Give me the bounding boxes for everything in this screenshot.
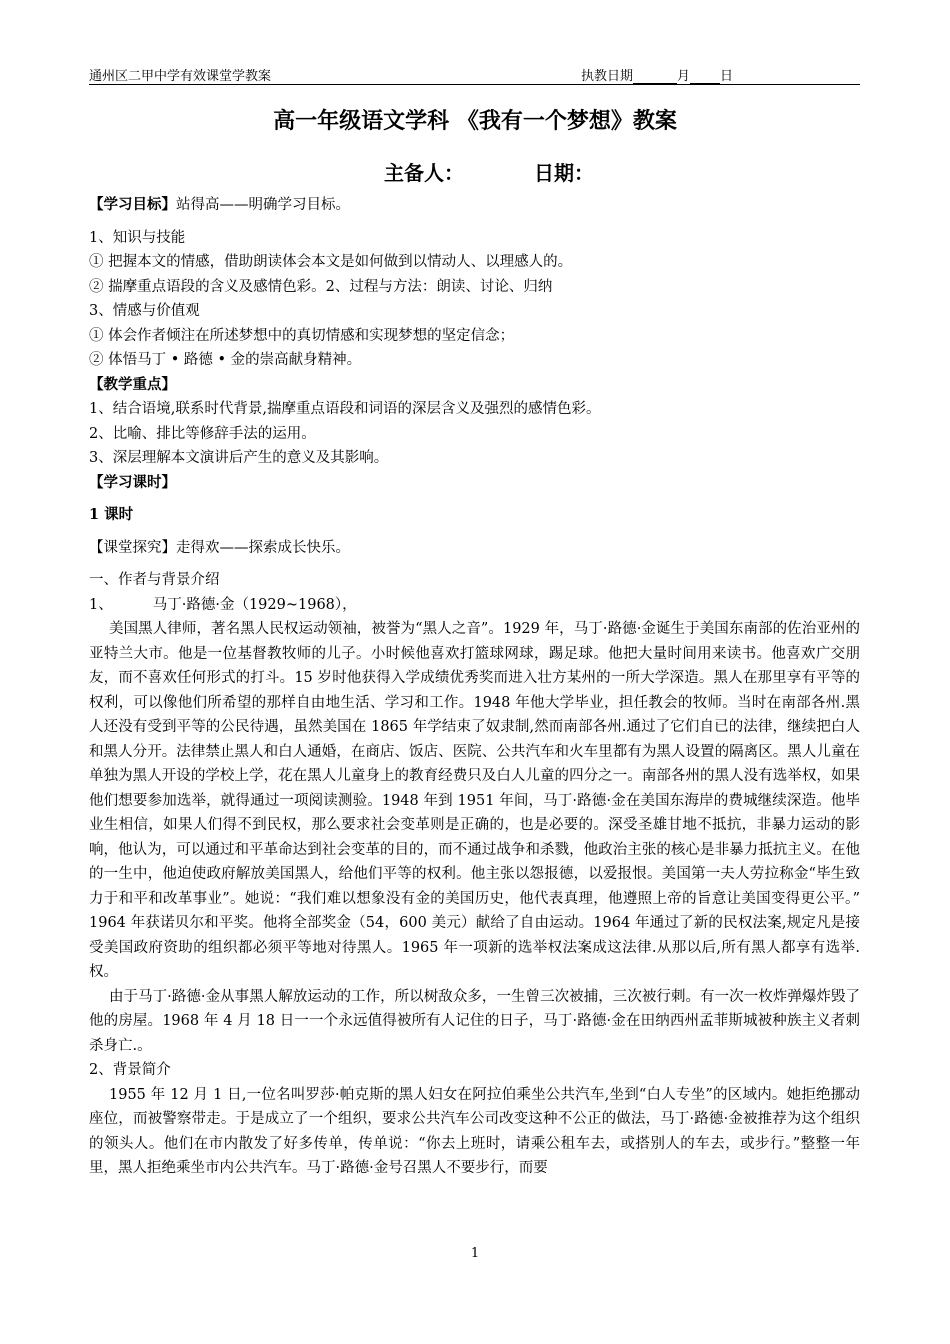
focus-heading: 【教学重点】 xyxy=(89,375,176,393)
objectives-heading: 【学习目标】 xyxy=(89,196,176,213)
author-paragraph-1: 美国黑人律师，著名黑人民权运动领袖，被誉为“黑人之音”。1929 年，马丁·路德·金诞生于美国东南部的佐治亚州的亚特兰大市。他是一位基督教牧师的儿子。小时候他喜欢打篮球网球，踢足球。他把大量时间用来读书。他喜欢广交朋友，而不喜欢任何形式的打斗。15 岁时他获得入学成绩优秀奖而进入壮方某州的一所大学深造。黑人在那里享有平等的权利，可以像他们所希望的那样自由地生活、学习和工作。1948 年他大学毕业，担任教会的牧师。当时在南部各州.黑人还没有受到平等的公民待遇，虽然美国在 1865 年学结束了奴隶制,然而南部各州.通过了它们自已的法律，继续把白人和黑人分开。法律禁止黑人和白人通婚，在商店、饭店、医院、公共汽车和火车里都有为黑人设置的隔离区。黑人儿童在单独为黑人开设的学校上学，花在黑人儿童身上的教育经费只及白人儿童的四分之一。南部各州的黑人没有选举权，如果他们想要参加选举，就得通过一项阅读测验。1948 年到 1951 年间，马丁·路德·金在美国东海岸的费城继续深造。他毕业生相信，如果人们得不到民权，那么要求社会变革则是正确的，也是必要的。深受圣雄甘地不抵抗，非暴力运动的影响，他认为，可以通过和平革命达到社会变革的目的，而不通过战争和杀戮，他政治主张的核心是非暴力抵抗主义。在他的一生中，他迫使政府解放美国黑人，给他们平等的权利。他主张以怨报德，以爱报恨。美国第一夫人劳拉称金“毕生致力于和平和改革事业”。她说：“我们难以想象没有金的美国历史，他代表真理，他遵照上帝的旨意让美国变得更公平。” 1964 年获诺贝尔和平奖。他将全部奖金（54，600 美元）献给了自由运动。1964 年通过了新的民权法案,规定凡是接受美国政府资助的组织都必须平等地对待黑人。1965 年一项新的选举权法案成这法律.从那以后,所有黑人都享有选举.权。 xyxy=(89,621,875,980)
objectives-heading-tail: 站得高——明确学习目标。 xyxy=(176,197,350,213)
document-body xyxy=(89,193,875,1181)
header-school-name: 通州区二甲中学有效课堂学教案 xyxy=(89,69,272,84)
hours-value: 1 课时 xyxy=(89,506,134,523)
author-paragraph-2: 由于马丁·路德·金从事黑人解放运动的工作，所以树敌众多，一生曾三次被捕，三次被行刺。有一次一枚炸弹爆炸毁了他的房屋。1968 年 4 月 18 日一一个永远值得被所有人记住的日子，马丁·路德·金在田纳西州孟菲斯城被种族主义者刺杀身亡.。 xyxy=(89,988,860,1054)
background-paragraph: 1955 年 12 月 1 日,一位名叫罗莎·帕克斯的黑人妇女在阿拉伯乘坐公共汽车,坐到“白人专坐”的区域内。她拒绝挪动座位，而被警察带走。于是成立了一个组织，要求公共汽车公司改变这种不公正的做法，马丁·路德·金被推荐为这个组织的领头人。他们在市内散发了好多传单，传单说：“你去上班时，请乘公租车去，或搭别人的车去，或步行。”整整一年里，黑人拒绝乘坐市内公共汽车。马丁·路德·金号召黑人不要步行，而要 xyxy=(89,1086,860,1176)
hours-heading: 【学习课时】 xyxy=(89,473,176,491)
focus-item-3: 3、深层理解本文演讲后产生的意义及其影响。 xyxy=(89,450,389,466)
document-subtitle xyxy=(384,157,594,186)
knowledge-heading: 1、知识与技能 xyxy=(89,229,186,246)
knowledge-item-1: ① 把握本文的情感，借助朗读体会本文是如何做到以情动人、以理感人的。 xyxy=(89,254,573,270)
date-label: 日期： xyxy=(534,161,594,185)
page-number: 1 xyxy=(470,1246,480,1261)
month-blank xyxy=(633,70,677,84)
author-item-number: 1、 xyxy=(89,596,113,613)
month-label: 月 xyxy=(677,69,691,84)
preparer-label: 主备人： xyxy=(384,161,464,185)
date-prefix: 执教日期 xyxy=(581,69,634,84)
document-title: 高一年级语文学科 《我有一个梦想》教案 xyxy=(273,108,677,134)
values-heading: 3、情感与价值观 xyxy=(89,303,200,319)
knowledge-item-2: ② 揣摩重点语段的含义及感情色彩。2、过程与方法：朗读、讨论、归纳 xyxy=(89,278,553,295)
header-teaching-date xyxy=(581,65,733,84)
author-item xyxy=(89,593,860,618)
objectives-line xyxy=(89,193,860,218)
header-rule xyxy=(89,84,860,85)
day-label: 日 xyxy=(720,69,734,84)
focus-item-1: 1、结合语境,联系时代背景,揣摩重点语段和词语的深层含义及强烈的感情色彩。 xyxy=(89,401,601,417)
explore-line: 【课堂探究】走得欢——探索成长快乐。 xyxy=(89,539,350,556)
focus-item-2: 2、比喻、排比等修辞手法的运用。 xyxy=(89,425,316,442)
values-item-2: ② 体悟马丁 • 路德 • 金的崇高献身精神。 xyxy=(89,352,362,368)
values-item-1: ① 体会作者倾注在所述梦想中的真切情感和实现梦想的坚定信念； xyxy=(89,327,515,344)
section-author-background: 一、作者与背景介绍 xyxy=(89,572,220,588)
section-background: 2、背景简介 xyxy=(89,1062,171,1078)
author-item-text: 马丁·路德·金（1929~1968）， xyxy=(152,596,357,613)
day-blank xyxy=(690,70,720,84)
